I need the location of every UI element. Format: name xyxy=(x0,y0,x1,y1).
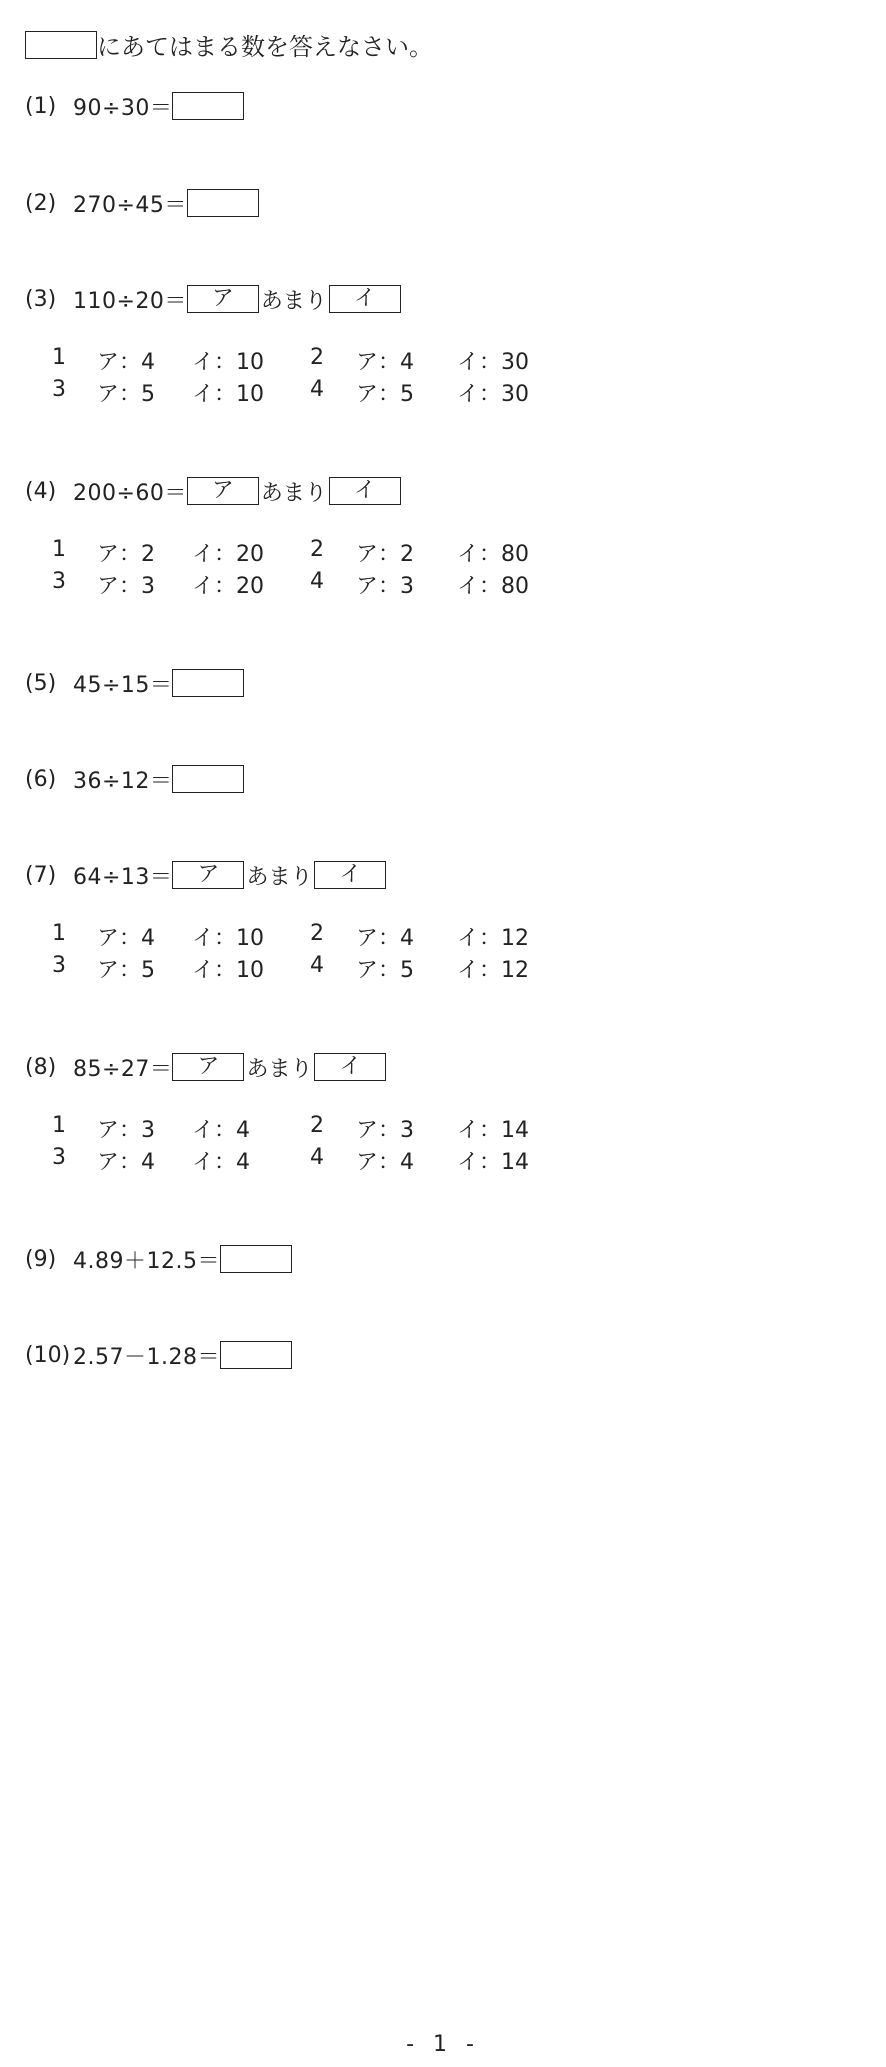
question-expression: 45÷15＝ xyxy=(73,672,173,698)
choice-value: イ：12 xyxy=(457,958,529,983)
choice-value: イ：10 xyxy=(192,350,264,375)
choice-number: 1 xyxy=(52,345,66,370)
choice-number: 3 xyxy=(52,569,66,594)
answer-box[interactable] xyxy=(220,1245,292,1273)
answer-box-a[interactable]: ア xyxy=(172,1053,244,1081)
choice-value: イ：10 xyxy=(192,926,264,951)
question-expression: 90÷30＝ xyxy=(73,95,173,121)
question-number: (10) xyxy=(25,1342,71,1368)
choice-value: ア：5 xyxy=(97,382,155,407)
page-number: - 1 - xyxy=(406,2032,480,2057)
choice-number: 3 xyxy=(52,953,66,978)
choice-value: ア：3 xyxy=(97,1118,155,1143)
choice-number: 4 xyxy=(310,377,324,402)
choice-value: イ：10 xyxy=(192,958,264,983)
question-expression: 64÷13＝ xyxy=(73,864,173,890)
question-2 xyxy=(25,187,259,219)
choice-value: イ：20 xyxy=(192,542,264,567)
remainder-label: あまり xyxy=(260,480,327,506)
question-6 xyxy=(25,763,244,795)
choice-value: イ：14 xyxy=(457,1150,529,1175)
answer-box[interactable] xyxy=(172,669,244,697)
choice-value: イ：10 xyxy=(192,382,264,407)
choice-number: 3 xyxy=(52,377,66,402)
question-number: (4) xyxy=(25,478,57,504)
instruction-text: にあてはまる数を答えなさい。 xyxy=(97,33,433,61)
choice-number: 3 xyxy=(52,1145,66,1170)
question-expression: 36÷12＝ xyxy=(73,768,173,794)
choice-value: ア：4 xyxy=(97,350,155,375)
remainder-label: あまり xyxy=(246,864,313,890)
choice-value: ア：4 xyxy=(356,926,414,951)
question-number: (1) xyxy=(25,93,57,119)
choice-value: イ：12 xyxy=(457,926,529,951)
choice-value: イ：20 xyxy=(192,574,264,599)
answer-box[interactable] xyxy=(220,1341,292,1369)
question-5 xyxy=(25,667,244,699)
remainder-label: あまり xyxy=(260,288,327,314)
remainder-label: あまり xyxy=(246,1056,313,1082)
choice-number: 2 xyxy=(310,537,324,562)
choice-number: 1 xyxy=(52,1113,66,1138)
question-number: (8) xyxy=(25,1054,57,1080)
choice-number: 2 xyxy=(310,921,324,946)
question-expression: 4.89＋12.5＝ xyxy=(73,1248,220,1274)
choice-value: イ：80 xyxy=(457,542,529,567)
answer-box-b[interactable]: イ xyxy=(314,861,386,889)
choice-value: ア：4 xyxy=(356,1150,414,1175)
answer-box-b[interactable]: イ xyxy=(314,1053,386,1081)
question-number: (5) xyxy=(25,670,57,696)
choice-value: ア：3 xyxy=(97,574,155,599)
question-9 xyxy=(25,1243,292,1275)
choice-number: 4 xyxy=(310,1145,324,1170)
choice-value: イ：80 xyxy=(457,574,529,599)
answer-box[interactable] xyxy=(172,92,244,120)
choice-value: ア：3 xyxy=(356,574,414,599)
choice-value: ア：2 xyxy=(97,542,155,567)
choice-value: イ：4 xyxy=(192,1150,250,1175)
question-number: (3) xyxy=(25,286,57,312)
question-8 xyxy=(25,1051,386,1083)
choice-value: イ：14 xyxy=(457,1118,529,1143)
answer-box-b[interactable]: イ xyxy=(329,285,401,313)
choice-number: 4 xyxy=(310,569,324,594)
choice-number: 1 xyxy=(52,921,66,946)
choice-value: ア：5 xyxy=(356,382,414,407)
question-3 xyxy=(25,283,401,315)
answer-box-a[interactable]: ア xyxy=(187,477,259,505)
answer-box[interactable] xyxy=(187,189,259,217)
answer-box-a[interactable]: ア xyxy=(187,285,259,313)
choice-value: イ：30 xyxy=(457,382,529,407)
question-1 xyxy=(25,90,244,122)
choice-value: イ：30 xyxy=(457,350,529,375)
choice-value: ア：3 xyxy=(356,1118,414,1143)
question-number: (9) xyxy=(25,1246,57,1272)
question-4 xyxy=(25,475,401,507)
question-10 xyxy=(25,1339,292,1371)
choice-number: 4 xyxy=(310,953,324,978)
answer-box-a[interactable]: ア xyxy=(172,861,244,889)
choice-value: イ：4 xyxy=(192,1118,250,1143)
choice-number: 2 xyxy=(310,1113,324,1138)
question-number: (7) xyxy=(25,862,57,888)
question-expression: 85÷27＝ xyxy=(73,1056,173,1082)
choice-value: ア：4 xyxy=(97,926,155,951)
question-expression: 200÷60＝ xyxy=(73,480,187,506)
choice-value: ア：2 xyxy=(356,542,414,567)
choice-number: 2 xyxy=(310,345,324,370)
question-expression: 270÷45＝ xyxy=(73,192,187,218)
answer-box[interactable] xyxy=(172,765,244,793)
choice-number: 1 xyxy=(52,537,66,562)
choice-value: ア：5 xyxy=(97,958,155,983)
answer-box-b[interactable]: イ xyxy=(329,477,401,505)
question-number: (6) xyxy=(25,766,57,792)
choice-value: ア：4 xyxy=(97,1150,155,1175)
question-expression: 110÷20＝ xyxy=(73,288,187,314)
choice-value: ア：4 xyxy=(356,350,414,375)
question-expression: 2.57－1.28＝ xyxy=(73,1344,220,1370)
question-7 xyxy=(25,859,386,891)
choice-value: ア：5 xyxy=(356,958,414,983)
blank-box-sample xyxy=(25,31,97,59)
instruction xyxy=(25,27,433,62)
question-number: (2) xyxy=(25,190,57,216)
